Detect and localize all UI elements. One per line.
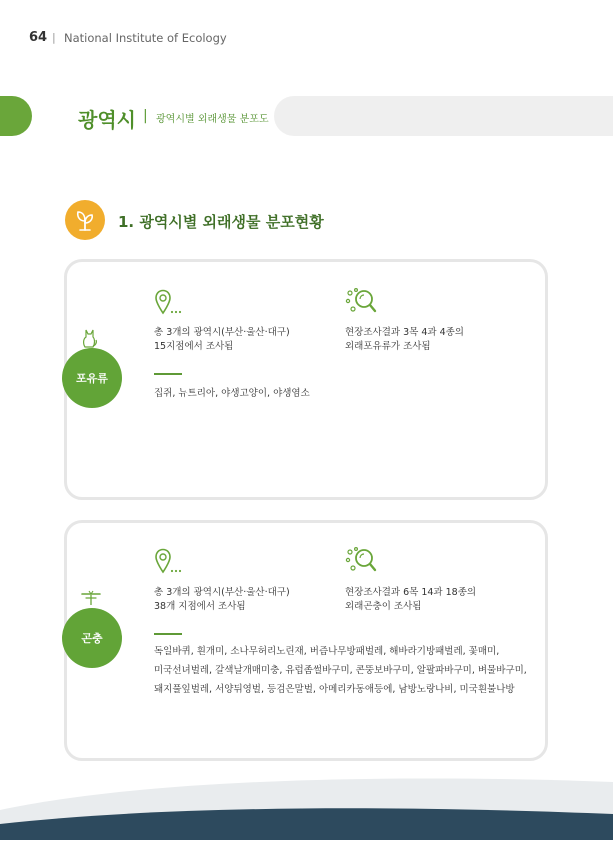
result-text-mammals-line2: 외래포유류가 조사됨 bbox=[345, 341, 431, 352]
survey-text-insects-line1: 총 3개의 광역시(부산·울산·대구) bbox=[154, 587, 290, 598]
organization-name: National Institute of Ecology bbox=[64, 31, 227, 45]
region-bar bbox=[274, 96, 613, 136]
species-list-insects-line3: 돼지풀잎벌레, 서양뒤영벌, 등검은말벌, 아메리카동애등에, 남방노랑나비, 미국흰불나방 bbox=[154, 684, 515, 695]
category-badge-insects: 곤충 bbox=[62, 608, 122, 668]
survey-text-insects-line2: 38개 지점에서 조사됨 bbox=[154, 601, 246, 612]
page-number: 64 bbox=[29, 30, 48, 45]
category-badge-mammals: 포유류 bbox=[62, 348, 122, 408]
species-list-insects-line1: 독일바퀴, 흰개미, 소나무허리노린재, 버즘나무방패벌레, 해바라기방패벌레, 꽃매미, bbox=[154, 646, 500, 657]
region-tab bbox=[0, 96, 32, 136]
magnifier-search-icon bbox=[345, 287, 377, 321]
species-list-mammals: 집쥐, 뉴트리아, 야생고양이, 야생염소 bbox=[154, 388, 310, 399]
card-mammals bbox=[64, 259, 548, 500]
result-text-mammals-line1: 현장조사결과 3목 4과 4종의 bbox=[345, 327, 464, 338]
location-pin-icon bbox=[154, 548, 184, 578]
region-separator: | bbox=[143, 108, 148, 124]
footer-wave bbox=[0, 770, 613, 840]
region-title: 광역시 bbox=[78, 108, 136, 132]
header-separator: | bbox=[52, 31, 56, 44]
location-pin-icon bbox=[154, 289, 184, 319]
result-text-insects-line1: 현장조사결과 6목 14과 18종의 bbox=[345, 587, 477, 598]
section-title: 1. 광역시별 외래생물 분포현황 bbox=[118, 213, 324, 231]
species-list-insects-line2: 미국선녀벌레, 갈색날개매미충, 유럽좀썰바구미, 콘뚱보바구미, 알팔파바구미, 벼물바구미, bbox=[154, 665, 527, 676]
result-text-insects-line2: 외래곤충이 조사됨 bbox=[345, 601, 422, 612]
card-insects bbox=[64, 520, 548, 761]
survey-text-mammals-line1: 총 3개의 광역시(부산·울산·대구) bbox=[154, 327, 290, 338]
insect-icon bbox=[80, 590, 102, 610]
region-subtitle: 광역시별 외래생물 분포도 bbox=[156, 114, 269, 125]
survey-text-mammals-line2: 15지점에서 조사됨 bbox=[154, 341, 234, 352]
divider-dash bbox=[154, 633, 182, 635]
sprout-icon bbox=[65, 200, 105, 240]
magnifier-search-icon bbox=[345, 546, 377, 580]
divider-dash bbox=[154, 373, 182, 375]
